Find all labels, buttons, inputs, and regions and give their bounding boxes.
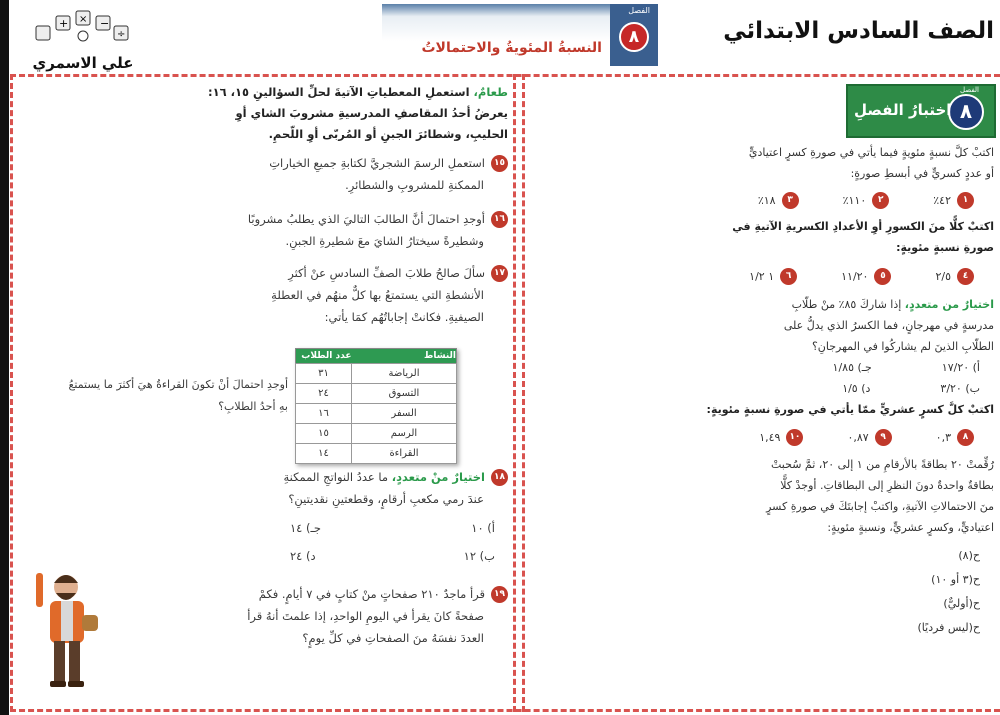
logo-keys-icon [28,8,138,50]
item-value: ١١/٢٠ [841,269,869,283]
section-text: إذا شاركَ ٨٥٪ منْ طلّابِ [791,298,902,311]
banner-title: اختبارُ الفصلِ [854,101,952,119]
question-text: قرأ ماجدٌ ٢١٠ صفحاتٍ منْ كتابٍ في ٧ أيامٍ. فكمْ [258,587,485,601]
table-row [296,364,457,384]
question-number: ١٦ [491,211,508,228]
table-cell: التسوق [352,384,457,404]
question-16 [28,208,508,252]
s2-items [532,258,994,294]
option-c[interactable]: جـ) ١٤ [290,521,321,535]
probability-item: ح(٨) [958,549,980,562]
logo [28,8,138,72]
chapter-badge [610,4,658,66]
option-b[interactable]: ب) ٣/٢٠ [940,382,980,395]
multiple-choice-label: اختيارٌ منْ متعددٍ، [391,470,485,484]
question-17 [28,262,508,328]
section-text: صورةِ نسبةٍ مئويةٍ: [896,241,994,254]
question-text: أوجدِ احتمالَ أنَّ الطالبَ التاليَ الذي يطلبُ مشروبًا [247,212,485,226]
left-dark-edge [0,0,9,715]
item-number: ٨ [957,429,974,446]
section-text: اكتبْ كلًّا منَ الكسورِ أوِ الأعدادِ الكسريةِ الآتيةِ في [732,220,994,233]
item-value: ٤٢٪ [933,193,951,207]
logo-text: علي الاسمري [32,54,134,72]
item-number: ١ [957,192,974,209]
teacher-character-illustration [30,565,105,690]
item-number: ٢ [872,192,889,209]
chapter-title: النسبةُ المئويةُ والاحتمالاتُ [421,40,602,56]
section-text: أو عددٍ كسريٍّ في أبسطِ صورةٍ: [850,167,994,180]
section-text: مدرسةٍ في مهرجانٍ، فما الكسرُ الذي يدلُّ على [783,319,994,332]
divider-middle-left [513,74,516,712]
question-text: سألَ صالحُ طلابَ الصفِّ السادسِ عنْ أكثرِ [288,266,485,280]
item-value: ٠,٨٧ [847,430,869,444]
table-header: عدد الطلاب [296,349,352,364]
chapter-number: ٨ [619,22,649,52]
section-text: منَ الاحتمالاتِ الآتيةِ، واكتبْ إجابتَكَ في صورةِ كسرٍ [766,500,994,513]
question-text: عندَ رمي مكعبِ أرقامٍ، وقطعتينِ نقديتينِ؟ [288,492,484,506]
probability-item: ح(أوليٌّ) [943,597,980,610]
s4-items [532,544,994,640]
table-row [296,424,457,444]
table-cell: ١٦ [296,404,352,424]
table-cell: ١٥ [296,424,352,444]
table-cell: السفر [352,404,457,424]
divider-bottom [10,709,1000,712]
grade-title: الصف السادس الابتدائي [723,18,994,44]
question-text: ما عددُ النواتجِ الممكنةِ [283,470,389,484]
chapter-label: الفصل [628,6,650,15]
section-text: رُقِّمتْ ٢٠ بطاقةً بالأرقامِ من ١ إلى ٢٠، ثمَّ سُحبتْ [770,458,994,471]
svg-text:+: + [59,17,69,30]
item-number: ٣ [782,192,799,209]
item-number: ١٠ [786,429,803,446]
table-cell: ٣١ [296,364,352,384]
question-text: استعملِ الرسمَ الشجريَّ لكتابةِ جميعِ الخياراتِ [269,156,485,170]
option-a[interactable]: أ) ١٠ [471,521,495,535]
question-number: ١٧ [491,265,508,282]
svg-text:×: × [79,14,88,25]
option-b[interactable]: ب) ١٢ [463,549,495,563]
question-text: صفحةً كانَ يقرأ في اليومِ الواحدِ، إذا علمتَ أنهُ قرأ [247,609,484,623]
question-text: أوجدِ احتمالَ أنْ تكونَ القراءةُ هيَ أكثرَ ما يستمتعُ [68,378,288,391]
chapter-test-banner [846,84,996,138]
section-text: بطاقةٌ واحدةٌ دونَ النظرِ إلى البطاقاتِ. أوجدْ كلًّا [780,479,994,492]
question-number: ١٥ [491,155,508,172]
left-intro [28,82,508,145]
probability-item: ح(ليس فرديًا) [917,621,980,634]
intro-text: استعملِ المعطياتِ الآتيةَ لحلِّ السؤالينِ ١٥، ١٦: [207,85,470,99]
item-value: ٠,٣ [935,430,951,444]
item-value: ٢/٥ [935,269,951,283]
section-text: اكتبْ كلَّ نسبةٍ مئويةٍ فيما يأتي في صورةِ كسرٍ اعتياديٍّ [748,146,994,159]
table-row [296,444,457,464]
table-question [20,374,288,418]
banner-label: الفصل [960,86,979,94]
intro-line: يعرضُ أحدُ المقاصفِ المدرسيةِ مشروبَ الشاي أوِ [235,106,508,120]
table-cell: ٢٤ [296,384,352,404]
item-value: ١٨٪ [757,193,776,207]
table-header: النشاط [352,349,457,364]
question-text: الصيفيةِ. فكانتْ إجاباتُهُم كمَا يأتي: [324,310,484,324]
s1-items [532,184,994,216]
section-text: الطلّابِ الذينَ لم يشاركُوا في المهرجانِ؟ [811,340,994,353]
question-15 [28,152,508,196]
question-text: الممكنةِ للمشروبِ والشطائرِ. [345,178,484,192]
item-number: ٦ [780,268,797,285]
multiple-choice-label: اختيارٌ من متعددٍ، [904,298,994,311]
question-19 [138,583,508,649]
table-cell: الرياضة [352,364,457,384]
section-text: اكتبْ كلَّ كسرٍ عشريٍّ ممّا يأتي في صورةِ نسبةٍ مئويةٍ: [706,403,994,416]
option-a[interactable]: أ) ١٧/٢٠ [941,361,980,374]
svg-text:÷: ÷ [117,29,126,40]
section-text: اعتياديٍّ، وكسرٍ عشريٍّ، ونسبةٍ مئويةٍ: [827,521,994,534]
table-row [296,404,457,424]
divider-middle-right [522,74,525,712]
item-value: ١١٠٪ [842,193,867,207]
divider-left [10,74,13,712]
chapter-header [382,4,658,66]
table-cell: الرسم [352,424,457,444]
item-number: ٤ [957,268,974,285]
option-c[interactable]: جـ) ١/٨٥ [832,361,872,374]
intro-label: طعامٌ، [473,85,508,99]
item-value: ١,٤٩ [759,430,781,444]
table-cell: القراءة [352,444,457,464]
svg-text:−: − [100,17,110,30]
option-d[interactable]: د) ١/٥ [842,382,871,395]
table-row [296,384,457,404]
question-text: بهِ أحدُ الطلابِ؟ [218,400,288,413]
divider-top [10,74,1000,77]
activities-table [295,348,457,464]
question-text: العددَ نفسَهُ منَ الصفحاتِ في كلِّ يومٍ؟ [302,631,484,645]
item-number: ٥ [874,268,891,285]
question-text: وشطيرةً سيختارُ الشايَ معَ شطيرةِ الجبنِ. [285,234,484,248]
item-value: ١ ١/٢ [749,269,775,283]
question-18 [108,466,508,510]
question-number: ١٩ [491,586,508,603]
banner-number: ٨ [948,94,984,130]
option-d[interactable]: د) ٢٤ [290,549,316,563]
question-text: الأنشطةِ التي يستمتعُ بها كلٌّ منهُم في العطلةِ [271,288,484,302]
q18-options [290,517,495,567]
right-content [532,142,994,640]
probability-item: ح(٣ أو ١٠) [931,573,980,586]
table-cell: ١٤ [296,444,352,464]
q7-options-row [532,357,994,378]
q7-options-row [532,378,994,399]
item-number: ٩ [875,429,892,446]
question-number: ١٨ [491,469,508,486]
s3-items [532,420,994,454]
intro-line: الحليبِ، وشطائرَ الجبنِ أو المُربّى أوِ اللّحمِ. [268,127,508,141]
